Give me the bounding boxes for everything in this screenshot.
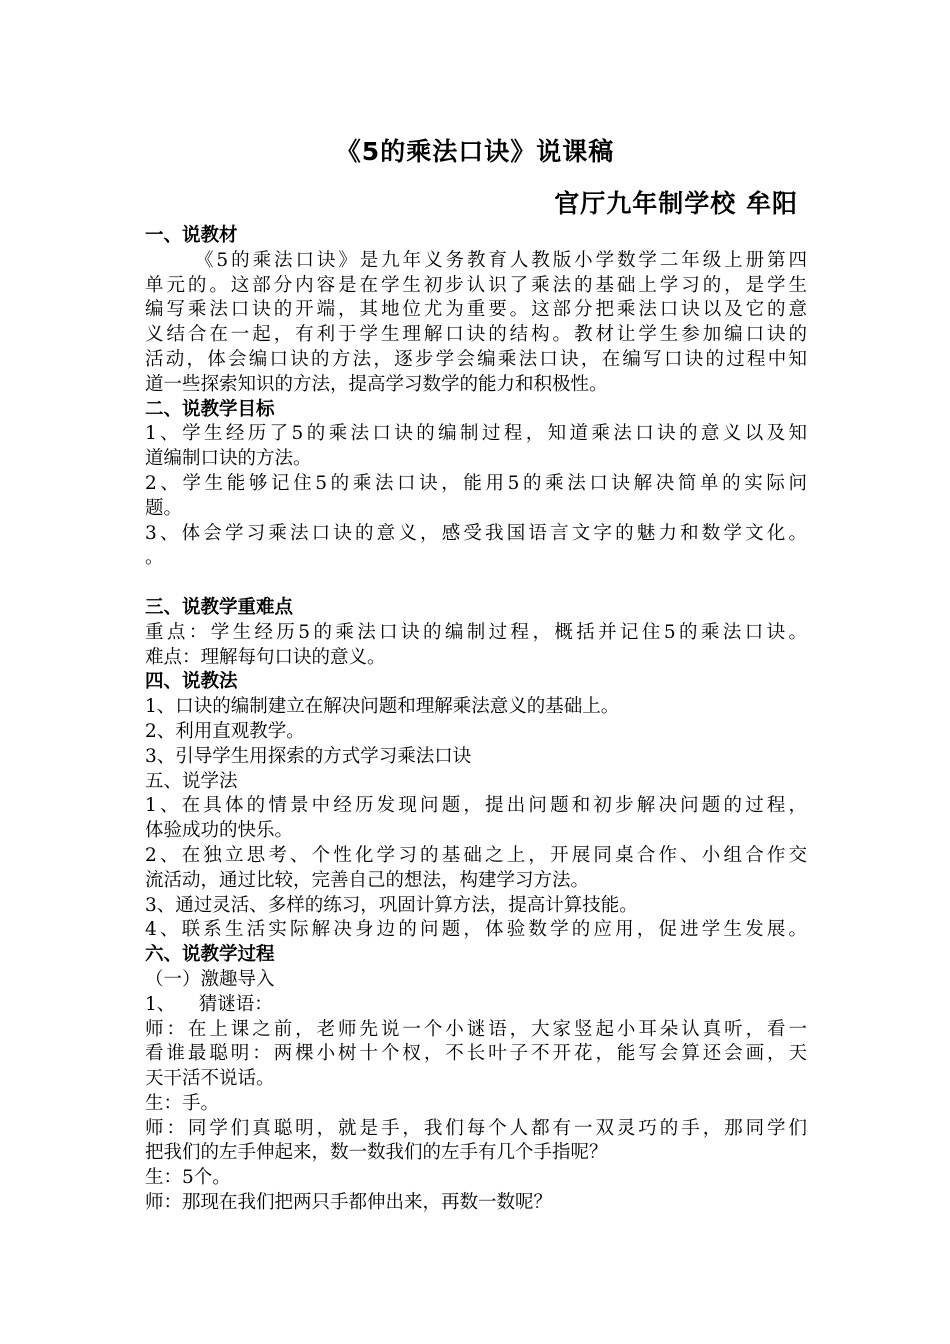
paragraph-line: 4、联系生活实际解决身边的问题，体验数学的应用，促进学生发展。 xyxy=(145,919,807,941)
paragraph-line: 义结合在一起，有利于学生理解口诀的结构。教材让学生参加编口诀的 xyxy=(145,324,807,346)
paragraph-line: 师：同学们真聪明，就是手，我们每个人都有一双灵巧的手，那同学们 xyxy=(145,1117,807,1139)
paragraph-line: 活动，体会编口诀的方法，逐步学会编乘法口诀，在编写口诀的过程中知 xyxy=(145,348,807,370)
paragraph-line: 3、体会学习乘法口诀的意义，感受我国语言文字的魅力和数学文化。 xyxy=(145,522,807,544)
paragraph-line: 2、在独立思考、个性化学习的基础之上，开展同桌合作、小组合作交 xyxy=(145,844,807,866)
paragraph-line: 编写乘法口诀的开端，其地位尤为重要。这部分把乘法口诀以及它的意 xyxy=(145,299,807,321)
section-heading-teaching-process: 六、说教学过程 xyxy=(145,944,275,966)
paragraph-line: （一）激趣导入 xyxy=(145,968,275,990)
paragraph-line: 体验成功的快乐。 xyxy=(145,820,294,842)
paragraph-line: 1、 猜谜语： xyxy=(145,993,273,1015)
paragraph-line: 2、学生能够记住5的乘法口诀，能用5的乘法口诀解决简单的实际问 xyxy=(145,472,807,494)
paragraph-line: 重点：学生经历5的乘法口诀的编制过程，概括并记住5的乘法口诀。 xyxy=(145,621,807,643)
section-heading-key-points: 三、说教学重难点 xyxy=(145,596,294,618)
paragraph-line: 。 xyxy=(145,547,164,569)
blank-line xyxy=(145,571,807,596)
section-heading-teaching-methods: 四、说教法 xyxy=(145,671,238,693)
document-title: 《5的乘法口诀》说课稿 xyxy=(335,137,615,166)
paragraph-line: 天干活不说话。 xyxy=(145,1068,275,1090)
paragraph-line: 师：在上课之前，老师先说一个小谜语，大家竖起小耳朵认真听，看一 xyxy=(145,1018,807,1040)
paragraph-line: 2、利用直观教学。 xyxy=(145,720,305,742)
paragraph-line: 生：5个。 xyxy=(145,1167,231,1189)
document-author: 官厅九年制学校 牟阳 xyxy=(554,189,798,218)
paragraph-line: 道编制口诀的方法。 xyxy=(145,448,312,470)
section-heading-objectives: 二、说教学目标 xyxy=(145,398,275,420)
paragraph-line: 1、学生经历了5的乘法口诀的编制过程，知道乘法口诀的意义以及知 xyxy=(145,423,807,445)
paragraph-line: 把我们的左手伸起来，数一数我们的左手有几个手指呢？ xyxy=(145,1142,608,1164)
paragraph-line: 题。 xyxy=(145,497,183,519)
paragraph-line: 生：手。 xyxy=(145,1092,220,1114)
paragraph-line: 难点：理解每句口诀的意义。 xyxy=(145,646,386,668)
document-body xyxy=(145,224,807,1216)
paragraph-line: 1、口诀的编制建立在解决问题和理解乘法意义的基础上。 xyxy=(145,696,620,718)
paragraph-line: 师：那现在我们把两只手都伸出来，再数一数呢？ xyxy=(145,1192,553,1214)
paragraph-line: 3、引导学生用探索的方式学习乘法口诀 xyxy=(145,745,472,767)
paragraph-line: 1、在具体的情景中经历发现问题，提出问题和初步解决问题的过程， xyxy=(145,795,807,817)
paragraph-line: 流活动，通过比较，完善自己的想法，构建学习方法。 xyxy=(145,869,590,891)
paragraph-line: 看谁最聪明：两棵小树十个杈，不长叶子不开花，能写会算还会画，天 xyxy=(145,1043,807,1065)
paragraph-line: 单元的。这部分内容是在学生初步认识了乘法的基础上学习的，是学生 xyxy=(145,274,807,296)
section-heading-learning-methods: 五、说学法 xyxy=(145,770,238,792)
paragraph-line: 《5的乘法口诀》是九年义务教育人教版小学数学二年级上册第四 xyxy=(195,249,807,271)
paragraph-line: 道一些探索知识的方法，提高学习数学的能力和积极性。 xyxy=(145,373,608,395)
paragraph-line: 3、通过灵活、多样的练习，巩固计算方法，提高计算技能。 xyxy=(145,894,638,916)
section-heading-textbook: 一、说教材 xyxy=(145,225,238,246)
